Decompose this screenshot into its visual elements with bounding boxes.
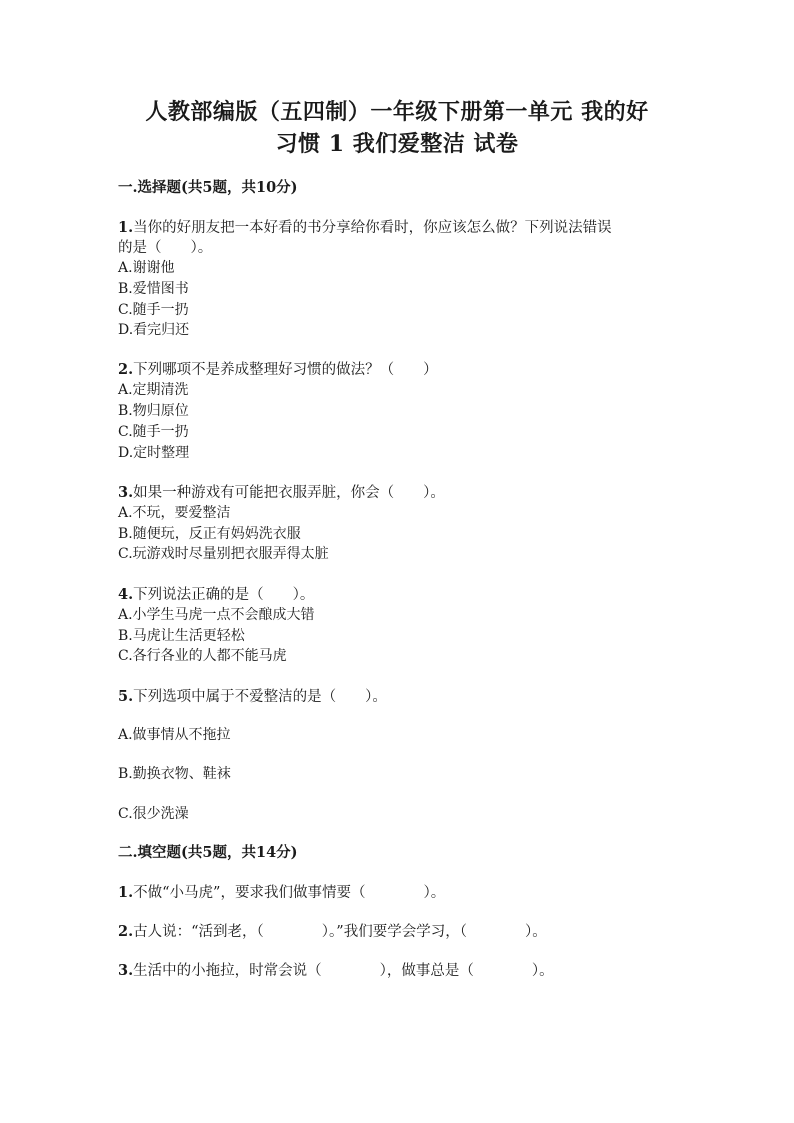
- option-5c: C.很少洗澡: [118, 806, 189, 822]
- option-4c: C.各行各业的人都不能马虎: [118, 648, 287, 664]
- question-text: 古人说：“活到老，（ ）。”我们要学会学习，（ ）。: [133, 924, 547, 940]
- question-5: [118, 686, 678, 708]
- question-text: 下列选项中属于不爱整洁的是（ ）。: [133, 689, 387, 705]
- question-1-continued: 的是（ ）。: [118, 240, 213, 256]
- fill-question-3: [118, 960, 678, 982]
- question-text: 如果一种游戏有可能把衣服弄脏，你会（ ）。: [133, 485, 445, 501]
- option-1c: C.随手一扔: [118, 302, 189, 318]
- question-text: 下列哪项不是养成整理好习惯的做法？（ ）: [133, 362, 438, 378]
- question-text: 下列说法正确的是（ ）。: [133, 587, 315, 603]
- section-heading-choice: 一.选择题(共5题，共10分): [118, 179, 298, 196]
- question-text: 当你的好朋友把一本好看的书分享给你看时，你应该怎么做？下列说法错误: [133, 220, 612, 236]
- exam-title-line-2: 习惯 1 我们爱整洁 试卷: [275, 131, 519, 157]
- option-1d: D.看完归还: [118, 322, 190, 338]
- option-3a: A.不玩，要爱整洁: [118, 505, 231, 521]
- option-3b: B.随便玩，反正有妈妈洗衣服: [118, 526, 301, 542]
- question-number: 2.: [118, 361, 134, 378]
- question-4: [118, 584, 678, 606]
- fill-question-1: [118, 882, 678, 904]
- option-5a: A.做事情从不拖拉: [118, 727, 231, 743]
- question-2: [118, 359, 678, 381]
- question-number: 3.: [118, 484, 134, 501]
- option-2c: C.随手一扔: [118, 424, 189, 440]
- option-2d: D.定时整理: [118, 445, 190, 461]
- option-2b: B.物归原位: [118, 403, 189, 419]
- exam-title-line-1: 人教部编版（五四制）一年级下册第一单元 我的好: [145, 99, 649, 125]
- question-number: 4.: [118, 586, 134, 603]
- question-number: 3.: [118, 962, 134, 979]
- option-1a: A.谢谢他: [118, 260, 175, 276]
- option-2a: A.定期清洗: [118, 382, 189, 398]
- question-1: [118, 217, 678, 239]
- fill-question-2: [118, 921, 678, 943]
- question-number: 5.: [118, 688, 134, 705]
- question-number: 2.: [118, 923, 134, 940]
- question-text: 生活中的小拖拉，时常会说（ ），做事总是（ ）。: [133, 963, 554, 979]
- section-heading-fill-in: 二.填空题(共5题，共14分): [118, 844, 298, 861]
- question-number: 1.: [118, 219, 134, 236]
- question-3: [118, 482, 678, 504]
- option-4a: A.小学生马虎一点不会酿成大错: [118, 607, 315, 623]
- question-text: 不做“小马虎”，要求我们做事情要（ ）。: [133, 885, 446, 901]
- question-number: 1.: [118, 884, 134, 901]
- option-5b: B.勤换衣物、鞋袜: [118, 766, 231, 782]
- option-4b: B.马虎让生活更轻松: [118, 628, 245, 644]
- option-3c: C.玩游戏时尽量别把衣服弄得太脏: [118, 546, 329, 562]
- option-1b: B.爱惜图书: [118, 281, 189, 297]
